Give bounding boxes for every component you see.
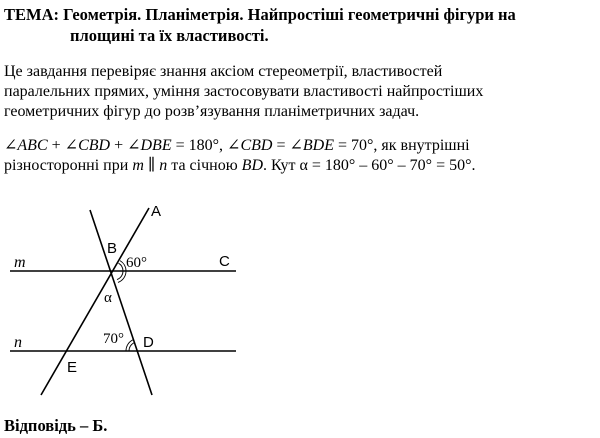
angle-cbd-2: ∠CBD <box>227 137 273 154</box>
angle-arc-b-lower-inner <box>117 271 123 280</box>
intro-line-2: паралельних прямих, уміння застосовувати властивості найпростіших <box>4 83 484 100</box>
line2-a: різносторонні при <box>4 157 133 174</box>
transversal-bd <box>90 210 152 395</box>
angle-arc-d-inner <box>129 343 135 352</box>
line-m-symbol: m <box>132 157 144 174</box>
angle-arc-b-lower-outer <box>118 271 126 282</box>
line2-c: . Кут α = 180° – 60° – 70° = 50°. <box>263 157 476 174</box>
topic-line-2: площині та їх властивості. <box>70 26 269 45</box>
intro-line-3: геометричних фігур до розв’язування планіметричних задач. <box>4 103 420 120</box>
label-d: D <box>143 334 154 351</box>
segment-bd: BD <box>241 157 263 174</box>
angle-arc-b-inner <box>119 263 124 271</box>
angle-dbe: ∠DBE <box>127 137 172 154</box>
plus-2: + <box>110 137 128 154</box>
label-e: E <box>67 359 78 376</box>
line-n-symbol: n <box>159 157 168 174</box>
plus-1: + <box>47 137 65 154</box>
label-line-n: n <box>14 334 22 351</box>
label-angle-60: 60° <box>126 255 147 271</box>
answer: Відповідь – Б. <box>4 416 108 435</box>
label-a: A <box>151 203 162 220</box>
topic-line-1: ТЕМА: Геометрія. Планіметрія. Найпростіші геометричні фігури на <box>4 5 516 24</box>
intro-line-1: Це завдання перевіряє знання аксіом стереометрії, властивостей <box>4 63 443 80</box>
label-line-m: m <box>14 254 26 271</box>
eq-70: = 70°, як внутрішні <box>333 137 470 154</box>
transversal-abe <box>41 208 149 395</box>
angle-cbd: ∠CBD <box>64 137 111 154</box>
label-angle-70: 70° <box>103 331 124 347</box>
angle-bde: ∠BDE <box>289 137 334 154</box>
angle-arc-d-outer <box>126 340 134 351</box>
eq: = <box>272 137 290 154</box>
label-c: C <box>219 253 230 270</box>
parallel-symbol: ∥ <box>143 157 160 174</box>
angle-abc: ∠ABC <box>4 137 48 154</box>
label-b: B <box>107 240 118 257</box>
label-alpha: α <box>104 290 112 306</box>
eq-180: = 180°, <box>171 137 228 154</box>
line2-b: та січною <box>167 157 242 174</box>
